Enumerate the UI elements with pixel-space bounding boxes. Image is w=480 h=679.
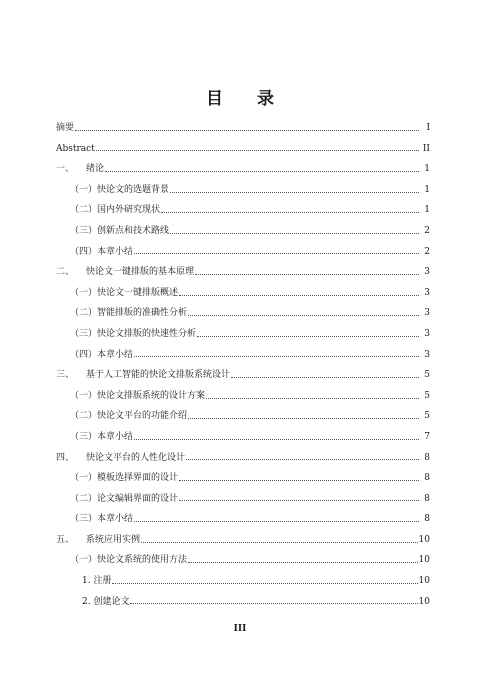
- toc-entry-text: 2. 创建论文: [82, 596, 130, 607]
- toc-leader-dots: [206, 398, 419, 399]
- toc-entry-label: [56, 468, 178, 489]
- toc-leader-dots: [161, 212, 419, 213]
- toc-entry-number: 四、: [56, 452, 75, 463]
- toc-leader-dots: [134, 521, 419, 522]
- toc-entry-text: （一）快论文的选题背景: [70, 184, 170, 195]
- toc-entry-text: （一）快论文系统的使用方法: [70, 555, 188, 566]
- toc-leader-dots: [130, 603, 417, 604]
- toc-entry-text: （一）快论文排版系统的设计方案: [70, 390, 206, 401]
- toc-entry-text: 摘要: [56, 123, 75, 133]
- toc-entry-page: 5: [424, 411, 430, 422]
- toc-entry[interactable]: [56, 571, 430, 592]
- toc-title: 目 录: [206, 89, 288, 109]
- toc-entry[interactable]: [56, 303, 430, 324]
- toc-entry-label: [56, 509, 133, 530]
- toc-entry-text: 绪论: [86, 164, 105, 175]
- toc-entry-label: [56, 489, 178, 510]
- toc-entry-label: [56, 283, 178, 304]
- toc-entry-number: 一、: [56, 164, 75, 175]
- toc-leader-dots: [197, 336, 419, 337]
- toc-entry-label: [56, 180, 169, 201]
- toc-entry[interactable]: [56, 386, 430, 407]
- toc-entry-page: 1: [424, 205, 430, 216]
- toc-entry-page: 1: [424, 164, 430, 175]
- toc-leader-dots: [231, 377, 419, 378]
- toc-entry[interactable]: [56, 221, 430, 242]
- toc-entry-text: （二）国内外研究现状: [70, 205, 161, 216]
- toc-entry-page: 8: [424, 452, 430, 463]
- toc-entry-label: [56, 448, 185, 469]
- toc-entry[interactable]: [56, 139, 430, 160]
- toc-entry-page: 7: [424, 431, 430, 442]
- toc-leader-dots: [179, 480, 419, 481]
- toc-entry-page: 8: [424, 493, 430, 504]
- page-number: III: [233, 624, 247, 634]
- toc-entry-text: （一）快论文一键排版概述: [70, 287, 179, 298]
- toc-leader-dots: [186, 459, 419, 460]
- toc-entry-label: [56, 139, 95, 160]
- toc-entry-label: [56, 159, 104, 180]
- toc-entry-page: 8: [424, 514, 430, 525]
- toc-entry[interactable]: [56, 159, 430, 180]
- toc-entry-text: （四）本章小结: [70, 246, 134, 257]
- toc-leader-dots: [112, 583, 417, 584]
- toc-entry-page: 10: [418, 555, 430, 566]
- toc-leader-dots: [96, 150, 419, 151]
- toc-entry-page: 8: [424, 473, 430, 484]
- toc-entry[interactable]: [56, 345, 430, 366]
- toc-entry-label: [56, 345, 133, 366]
- toc-entry-page: 5: [424, 370, 430, 381]
- toc-entry-label: [56, 365, 230, 386]
- toc-entry-number: 二、: [56, 267, 75, 278]
- toc-entry-page: 2: [424, 225, 430, 236]
- toc-entry[interactable]: [56, 118, 430, 139]
- toc-entry[interactable]: [56, 262, 430, 283]
- toc-leader-dots: [141, 542, 418, 543]
- toc-entry-text: （一）模板选择界面的设计: [70, 473, 179, 484]
- toc-entry[interactable]: [56, 406, 430, 427]
- toc-leader-dots: [170, 233, 419, 234]
- toc-entry-label: [56, 324, 196, 345]
- toc-entry-page: 10: [418, 596, 430, 607]
- toc-leader-dots: [105, 171, 419, 172]
- toc-entry-page: 3: [424, 287, 430, 298]
- toc-entry-text: 快论文平台的人性化设计: [86, 452, 186, 463]
- toc-leader-dots: [188, 562, 418, 563]
- toc-entry-page: 3: [424, 267, 430, 278]
- toc-entry-page: II: [422, 143, 430, 154]
- toc-entry[interactable]: [56, 324, 430, 345]
- toc-entry[interactable]: [56, 180, 430, 201]
- toc-entry-text: 快论文一键排版的基本原理: [86, 267, 195, 278]
- toc-entry[interactable]: [56, 283, 430, 304]
- toc-entry-label: [56, 530, 140, 551]
- toc-entry-label: [56, 550, 187, 571]
- toc-entry-number: 五、: [56, 534, 75, 545]
- toc-entry-label: [56, 592, 129, 613]
- toc-entry[interactable]: [56, 448, 430, 469]
- toc-entry-label: [56, 262, 194, 283]
- toc-entry[interactable]: [56, 200, 430, 221]
- toc-entry[interactable]: [56, 242, 430, 263]
- toc-entry[interactable]: [56, 365, 430, 386]
- toc-entry-text: 基于人工智能的快论文排版系统设计: [86, 370, 231, 381]
- toc-leader-dots: [170, 192, 419, 193]
- toc-entry-text: （三）本章小结: [70, 431, 134, 442]
- toc-leader-dots: [134, 439, 419, 440]
- toc-leader-dots: [188, 315, 419, 316]
- toc-entry-label: [56, 571, 111, 592]
- toc-entry-page: 3: [424, 308, 430, 319]
- toc-entry-page: 1: [424, 184, 430, 195]
- toc-entry[interactable]: [56, 489, 430, 510]
- toc-leader-dots: [134, 356, 419, 357]
- toc-entry-text: （二）智能排版的准确性分析: [70, 308, 188, 319]
- toc-entry[interactable]: [56, 550, 430, 571]
- toc-entry-page: 10: [418, 576, 430, 587]
- toc-leader-dots: [134, 253, 419, 254]
- toc-entry-label: [56, 118, 74, 139]
- toc-entry-page: 2: [424, 246, 430, 257]
- toc-entry-text: （二）快论文平台的功能介绍: [70, 411, 188, 422]
- toc-leader-dots: [195, 274, 419, 275]
- toc-entry-text: （三）快论文排版的快速性分析: [70, 328, 197, 339]
- toc-entry-text: 1. 注册: [82, 576, 112, 587]
- toc-leader-dots: [179, 500, 419, 501]
- toc-entry[interactable]: [56, 509, 430, 530]
- toc-entry-page: 3: [424, 328, 430, 339]
- toc-entry-label: [56, 406, 187, 427]
- toc-entry[interactable]: [56, 427, 430, 448]
- toc-entry-number: 三、: [56, 370, 75, 381]
- toc-entry-label: [56, 221, 169, 242]
- toc-entry-label: [56, 200, 160, 221]
- toc-entry-page: I: [426, 123, 430, 133]
- toc-entry-label: [56, 242, 133, 263]
- table-of-contents: [56, 118, 430, 612]
- toc-entry-label: [56, 427, 133, 448]
- toc-entry-text: Abstract: [56, 143, 95, 154]
- toc-leader-dots: [179, 295, 419, 296]
- toc-entry-label: [56, 386, 205, 407]
- toc-entry-page: 5: [424, 390, 430, 401]
- toc-entry-text: （二）论文编辑界面的设计: [70, 493, 179, 504]
- toc-entry-text: （四）本章小结: [70, 349, 134, 360]
- toc-entry-text: （三）本章小结: [70, 514, 134, 525]
- toc-leader-dots: [188, 418, 419, 419]
- toc-entry-text: 系统应用实例: [86, 534, 141, 545]
- toc-entry[interactable]: [56, 530, 430, 551]
- toc-leader-dots: [75, 130, 419, 131]
- toc-entry[interactable]: [56, 592, 430, 613]
- toc-entry-text: （三）创新点和技术路线: [70, 225, 170, 236]
- toc-entry[interactable]: [56, 468, 430, 489]
- toc-entry-page: 10: [418, 534, 430, 545]
- toc-entry-label: [56, 303, 187, 324]
- toc-entry-page: 3: [424, 349, 430, 360]
